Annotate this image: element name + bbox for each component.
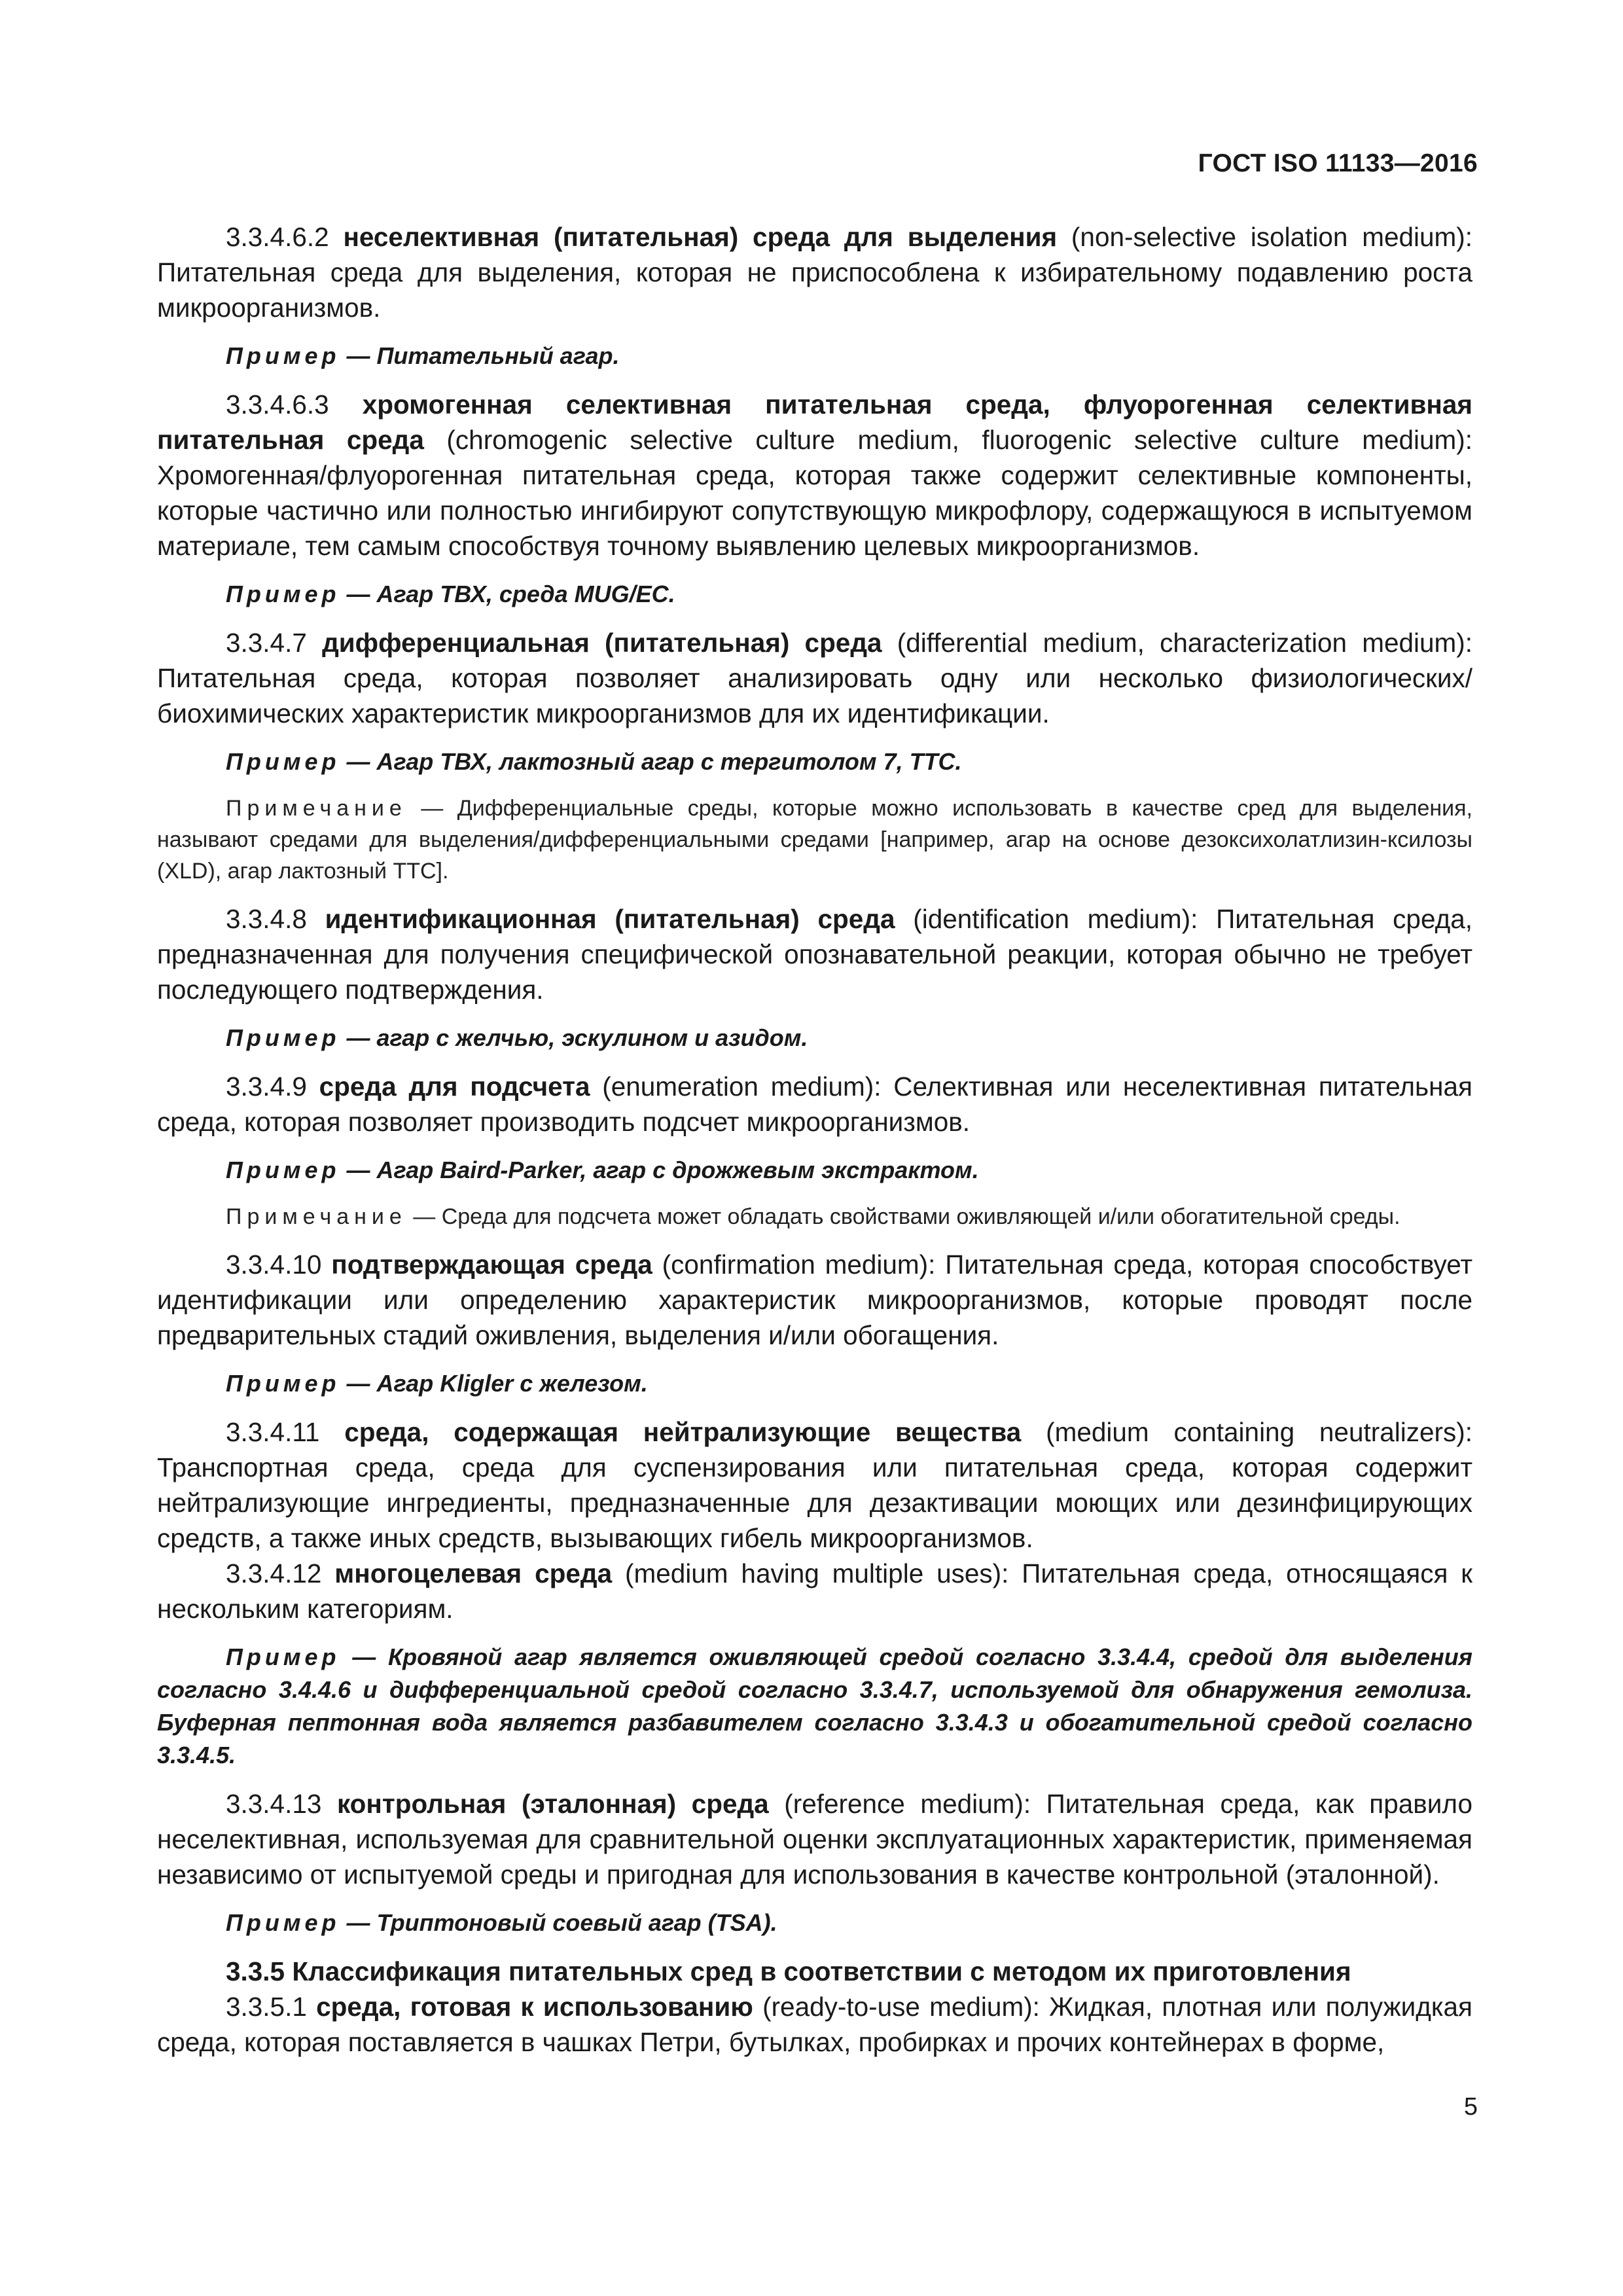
term-definition: (medium having multiple uses): Питательная среда, относящаяся к нескольким категориям.	[157, 1558, 1472, 1624]
example-line	[157, 1022, 1472, 1054]
term-paragraph	[157, 1989, 1472, 2060]
term-definition: (ready-to-use medium): Жидкая, плотная или полужидкая среда, которая поставляется в чашках Петри, бутылках, пробирках и прочих контейнерах в форме,	[157, 1992, 1472, 2057]
clause-number: 3.3.4.10	[226, 1249, 322, 1280]
example-text: — Агар Kligler с железом.	[340, 1370, 648, 1397]
term-definition: (identification medium): Питательная среда, предназначенная для получения специфической опознавательной реакции, которая обычно не требует последующего подтверждения.	[157, 904, 1472, 1005]
clause-number: 3.3.4.11	[226, 1417, 320, 1447]
term-name: идентификационная (питательная) среда	[325, 904, 895, 934]
example-label: Пример	[226, 748, 340, 775]
term-paragraph	[157, 1069, 1472, 1139]
example-text: — Триптоновый соевый агар (TSA).	[340, 1909, 777, 1936]
example-line	[157, 1367, 1472, 1400]
example-text: — Кровяной агар является оживляющей средой согласно 3.3.4.4, средой для выделения согласно 3.4.4.6 и дифференциальной средой согласно 3.3.4.7, используемой для обнаружения гемолиза. Буферная пептонная вода является разбавителем согласно 3.3.4.3 и обогатительной средой согласно 3.3.4.5.	[157, 1643, 1472, 1768]
document-code-header: ГОСТ ISO 11133—2016	[1198, 149, 1478, 177]
example-text: — Агар ТВХ, лактозный агар с тергитолом 7, ТТС.	[340, 748, 962, 775]
term-definition: (reference medium): Питательная среда, как правило неселективная, используемая для сравнительной оценки эксплуатационных характеристик, применяемая независимо от испытуемой среды и пригодная для использования в качестве контрольной (эталонной).	[157, 1789, 1472, 1890]
term-definition: (enumeration medium): Селективная или неселективная питательная среда, которая позволяет производить подсчет микроорганизмов.	[157, 1071, 1472, 1137]
term-paragraph	[157, 1556, 1472, 1626]
term-name: среда для подсчета	[319, 1071, 590, 1102]
example-text: — агар с желчью, эскулином и азидом.	[340, 1024, 808, 1051]
clause-number: 3.3.4.7	[226, 628, 307, 658]
example-text: — Питательный агар.	[340, 342, 620, 369]
example-label: Пример	[226, 1024, 340, 1051]
term-name: среда, готовая к использованию	[316, 1992, 753, 2022]
term-name: подтверждающая среда	[331, 1249, 652, 1280]
term-name: хромогенная селективная питательная среда, флуорогенная селективная питательная среда	[157, 389, 1472, 455]
term-name: дифференциальная (питательная) среда	[322, 628, 882, 658]
term-paragraph	[157, 625, 1472, 731]
term-definition: (differential medium, characterization medium): Питательная среда, которая позволяет анализировать одну или несколько физиологических/биохимических характеристик микроорганизмов для их идентификации.	[157, 628, 1473, 728]
example-line	[157, 1907, 1472, 1939]
example-line	[157, 745, 1472, 778]
term-paragraph	[157, 219, 1472, 325]
section-heading: 3.3.5 Классификация питательных сред в соответствии с методом их приготовления	[226, 1956, 1351, 1986]
example-text: — Агар Baird-Parker, агар с дрожжевым экстрактом.	[340, 1157, 979, 1183]
clause-number: 3.3.4.6.3	[226, 389, 329, 420]
term-paragraph	[157, 387, 1472, 564]
example-text: — Агар ТВХ, среда MUG/EC.	[340, 581, 675, 607]
term-name: неселективная (питательная) среда для выделения	[343, 222, 1058, 252]
term-definition: (non-selective isolation medium): Питательная среда для выделения, которая не приспособлена к избирательному подавлению роста микроорганизмов.	[157, 222, 1472, 323]
term-paragraph	[157, 901, 1472, 1007]
note-text: — Дифференциальные среды, которые можно использовать в качестве сред для выделения, называют средами для выделения/дифференциальными средами [например, агар на основе дезоксихолатлизин-ксилозы (XLD), агар лактозный ТТС].	[157, 796, 1472, 884]
note-paragraph	[157, 1201, 1472, 1232]
term-definition: (chromogenic selective culture medium, fluorogenic selective culture medium): Хромогенная/флуорогенная питательная среда, которая также содержит селективные компоненты, которые частично или полностью ингибируют сопутствующую микрофлору, содержащуюся в испытуемом материале, тем самым способствуя точному выявлению целевых микроорганизмов.	[157, 425, 1473, 561]
note-text: — Среда для подсчета может обладать свойствами оживляющей и/или обогатительной среды.	[406, 1204, 1400, 1229]
term-paragraph	[157, 1786, 1472, 1892]
example-label: Пример	[226, 1370, 340, 1397]
example-label: Пример	[226, 1909, 340, 1936]
term-name: среда, содержащая нейтрализующие вещества	[344, 1417, 1022, 1447]
example-label: Пример	[226, 581, 340, 607]
clause-number: 3.3.4.6.2	[226, 222, 329, 252]
clause-number: 3.3.4.13	[226, 1789, 322, 1819]
term-paragraph	[157, 1414, 1472, 1556]
term-definition: (confirmation medium): Питательная среда, которая способствует идентификации или определению характеристик микроорганизмов, которые проводят после предварительных стадий оживления, выделения и/или обогащения.	[157, 1249, 1472, 1350]
example-block	[157, 1641, 1472, 1772]
example-label: Пример	[226, 342, 340, 369]
example-label: Пример	[226, 1157, 340, 1183]
term-paragraph	[157, 1247, 1472, 1353]
example-label: Пример	[226, 1643, 340, 1670]
note-label: Примечание	[226, 796, 407, 821]
term-name: многоцелевая среда	[334, 1558, 613, 1588]
clause-number: 3.3.4.12	[226, 1558, 322, 1588]
example-line	[157, 578, 1472, 611]
note-label: Примечание	[226, 1204, 407, 1229]
clause-number: 3.3.4.8	[226, 904, 307, 934]
clause-number: 3.3.5.1	[226, 1992, 307, 2022]
example-line	[157, 340, 1472, 372]
document-body	[157, 219, 1472, 2060]
clause-number: 3.3.4.9	[226, 1071, 307, 1102]
page-number: 5	[1463, 2093, 1478, 2121]
example-line	[157, 1154, 1472, 1187]
term-name: контрольная (эталонная) среда	[336, 1789, 769, 1819]
note-paragraph	[157, 793, 1472, 887]
term-definition: (medium containing neutralizers): Транспортная среда, среда для суспензирования или питательная среда, которая содержит нейтрализующие ингредиенты, предназначенные для дезактивации моющих или дезинфицирующих средств, а также иных средств, вызывающих гибель микроорганизмов.	[157, 1417, 1472, 1553]
